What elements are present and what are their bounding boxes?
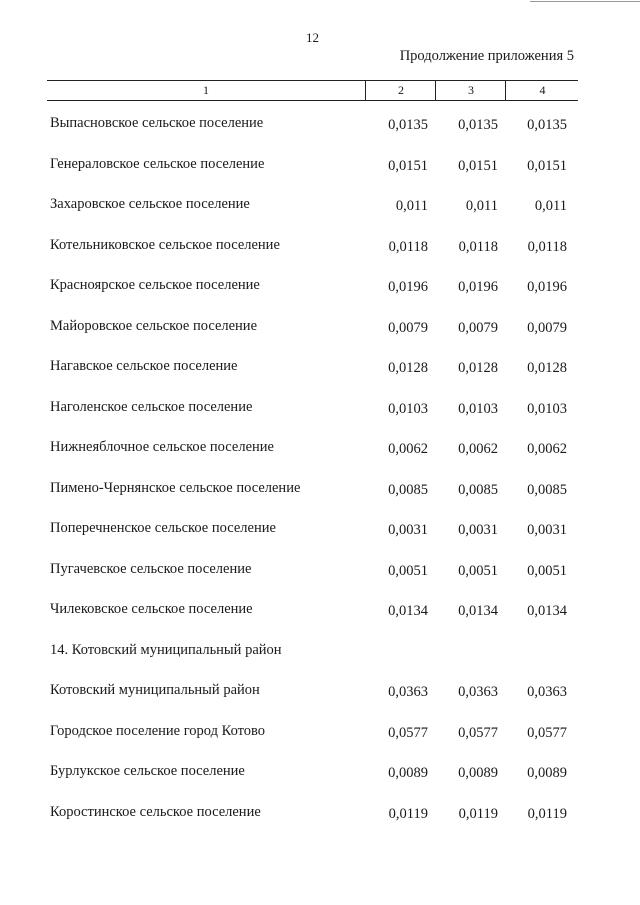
row-value-col-3: 0,0134 xyxy=(458,603,498,619)
row-value-col-4: 0,0085 xyxy=(527,481,567,498)
row-value-col-2: 0,0135 xyxy=(388,117,428,133)
row-name: Пугачевское сельское поселение xyxy=(50,560,252,577)
row-name: Пимено-Чернянское сельское поселение xyxy=(50,479,301,496)
row-value-col-4: 0,0151 xyxy=(527,157,567,174)
row-value-col-3: 0,0196 xyxy=(458,279,498,295)
row-value-col-3: 0,0051 xyxy=(458,562,498,579)
row-value-col-3: 0,0085 xyxy=(458,481,498,498)
table-row xyxy=(0,672,640,713)
row-value-col-4: 0,0031 xyxy=(527,522,567,538)
row-value-col-2: 0,0103 xyxy=(388,400,428,417)
header-col-2: 2 xyxy=(365,81,436,100)
table-row xyxy=(0,551,640,592)
row-name: Котовский муниципальный район xyxy=(50,682,260,698)
row-value-col-4: 0,0363 xyxy=(527,684,567,700)
row-value-col-2: 0,0089 xyxy=(388,765,428,781)
table-row xyxy=(0,632,640,673)
table-row xyxy=(0,470,640,511)
continuation-caption: Продолжение приложения 5 xyxy=(399,48,574,64)
row-value-col-4: 0,0051 xyxy=(527,562,567,579)
row-value-col-2: 0,0051 xyxy=(388,562,428,579)
header-col-1: 1 xyxy=(203,83,209,97)
row-name: Выпасновское сельское поселение xyxy=(50,115,264,131)
row-name: Нагавское сельское поселение xyxy=(50,358,238,374)
row-value-col-2: 0,0577 xyxy=(388,724,428,741)
row-value-col-4: 0,0062 xyxy=(527,441,567,457)
header-col-4: 4 xyxy=(505,81,579,100)
row-value-col-4: 0,0196 xyxy=(527,279,567,295)
row-value-col-4: 0,0134 xyxy=(527,603,567,619)
row-value-col-3: 0,0128 xyxy=(458,360,498,376)
row-value-col-4: 0,0118 xyxy=(527,238,567,255)
table-row xyxy=(0,186,640,227)
table-row xyxy=(0,753,640,794)
row-name: Коростинское сельское поселение xyxy=(50,803,261,820)
row-name: Чилековское сельское поселение xyxy=(50,601,253,617)
row-value-col-3: 0,0103 xyxy=(458,400,498,417)
row-value-col-3: 0,0363 xyxy=(458,684,498,700)
table-row xyxy=(0,105,640,146)
row-name: Майоровское сельское поселение xyxy=(50,317,258,334)
row-value-col-3: 0,0079 xyxy=(458,319,498,336)
row-value-col-4: 0,0119 xyxy=(527,805,567,822)
row-name: Городское поселение город Котово xyxy=(50,722,266,739)
row-value-col-2: 0,0031 xyxy=(388,522,428,538)
table-body xyxy=(0,105,640,834)
table-row xyxy=(0,348,640,389)
table-row xyxy=(0,389,640,430)
row-name: Захаровское сельское поселение xyxy=(50,196,250,212)
row-name: Наголенское сельское поселение xyxy=(50,398,253,415)
table-row xyxy=(0,794,640,835)
row-value-col-2: 0,011 xyxy=(395,198,428,214)
table-row xyxy=(0,308,640,349)
row-name: Бурлукское сельское поселение xyxy=(50,763,245,779)
row-value-col-3: 0,0577 xyxy=(458,724,498,741)
row-name: Поперечненское сельское поселение xyxy=(50,520,276,536)
page-number: 12 xyxy=(306,30,319,45)
table-header-row xyxy=(47,80,578,101)
row-value-col-3: 0,0031 xyxy=(458,522,498,538)
row-value-col-3: 0,0151 xyxy=(458,157,498,174)
table-row xyxy=(0,267,640,308)
row-value-col-2: 0,0118 xyxy=(388,238,428,255)
row-value-col-2: 0,0062 xyxy=(388,441,428,457)
row-value-col-2: 0,0151 xyxy=(388,157,428,174)
row-value-col-2: 0,0128 xyxy=(388,360,428,376)
row-value-col-4: 0,0135 xyxy=(527,117,567,133)
row-name: Котельниковское сельское поселение xyxy=(50,236,280,253)
row-value-col-2: 0,0363 xyxy=(388,684,428,700)
row-value-col-4: 0,0103 xyxy=(527,400,567,417)
row-value-col-4: 0,0089 xyxy=(527,765,567,781)
row-value-col-3: 0,0119 xyxy=(458,805,498,822)
row-name: Генераловское сельское поселение xyxy=(50,155,265,172)
row-value-col-3: 0,0135 xyxy=(458,117,498,133)
row-value-col-2: 0,0079 xyxy=(388,319,428,336)
row-value-col-2: 0,0085 xyxy=(388,481,428,498)
row-name: 14. Котовский муниципальный район xyxy=(50,641,282,658)
top-edge-rule xyxy=(530,1,640,2)
table-row xyxy=(0,591,640,632)
row-value-col-2: 0,0134 xyxy=(388,603,428,619)
row-name: Красноярское сельское поселение xyxy=(50,277,260,293)
table-row xyxy=(0,146,640,187)
row-value-col-3: 0,011 xyxy=(465,198,498,214)
row-value-col-3: 0,0062 xyxy=(458,441,498,457)
header-col-3: 3 xyxy=(435,81,506,100)
row-value-col-3: 0,0089 xyxy=(458,765,498,781)
row-value-col-4: 0,0128 xyxy=(527,360,567,376)
table-row xyxy=(0,510,640,551)
table-row xyxy=(0,429,640,470)
row-value-col-2: 0,0119 xyxy=(388,805,428,822)
row-value-col-3: 0,0118 xyxy=(458,238,498,255)
table-row xyxy=(0,227,640,268)
row-value-col-4: 0,0577 xyxy=(527,724,567,741)
row-value-col-4: 0,0079 xyxy=(527,319,567,336)
row-value-col-2: 0,0196 xyxy=(388,279,428,295)
row-value-col-4: 0,011 xyxy=(534,198,567,214)
row-name: Нижнеяблочное сельское поселение xyxy=(50,439,274,455)
table-row xyxy=(0,713,640,754)
